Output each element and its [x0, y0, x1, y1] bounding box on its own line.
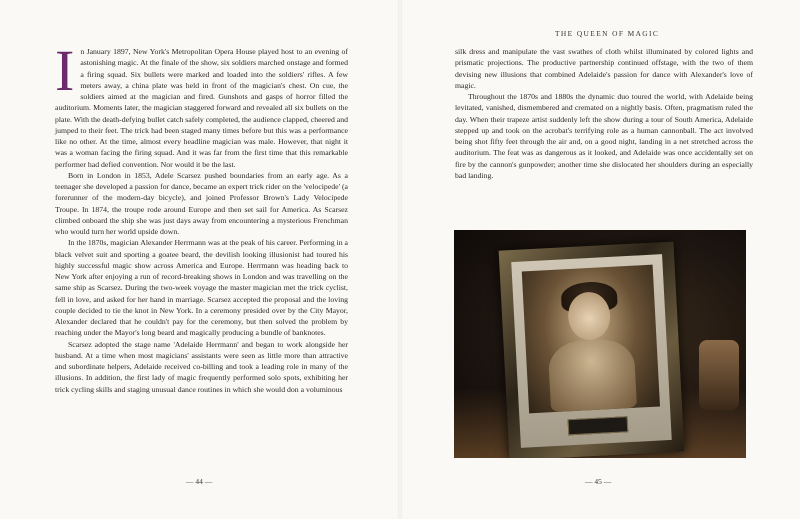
- name-plaque: [568, 416, 629, 435]
- paragraph: Scarsez adopted the stage name 'Adelaide Herrmann' and began to work alongside her husband. At a time when most magicians' assistants were seen as little more than attractive and subordinate helpers, Adelaide received co-billing and took a leading role in many of the illusions. In addition, the first lady of magic frequently performed solo spots, exhibiting her trick cycling skills and staging unusual dance routines in which she would don a voluminous: [55, 339, 348, 394]
- picture-frame: [499, 242, 685, 458]
- paragraph: silk dress and manipulate the vast swathes of cloth whilst illuminated by colored lights and prismatic projections. The productive partnership continued offstage, with the two of them devising new illusions that combined Adelaide's passion for dance with Alexander's love of magic.: [455, 47, 753, 90]
- paragraph: In January 1897, New York's Metropolitan Opera House played host to an evening of astonishing magic. At the finale of the show, six soldiers marched onstage and formed a firing squad. Six bullets were marked and loaded into the soldiers' rifles. A few meters away, a china plate was held in front of the magician's chest. On cue, the soldiers aimed at the magician and fired. Gunshots and gasps of horror filled the auditorium. Moments later, the magician staggered forward and revealed all six bullets on the plate. With the death-defying bullet catch safely completed, the audience clapped, cheered and jumped to their feet. The trick had been staged many times before but this was a performance like no other. At the time, almost every headline magician was male. However, that night it was a woman facing the firing squad. And it was far from the first time that this remarkable performer had defied convention. Nor would it be the last.: [55, 38, 348, 169]
- paragraph: In the 1870s, magician Alexander Herrmann was at the peak of his career. Performing in a black velvet suit and sporting a goatee beard, the devilish looking illusionist had toured his highly successful magic show across America and Europe. Herrmann was heading back to New York after enjoying a run of record-breaking shows in London and was travelling on the same ship as Scarsez. During the two-week voyage the master magician met the trick cyclist, fell in love, and asked for her hand in marriage. Scarsez accepted the proposal and the loving couple decided to tie the knot in New York. In a ceremony presided over by the City Mayor, Alexander declared that he couldn't pay for the ceremony, but then solved the problem by reaching under the Mayor's long beard and magically producing a bundle of banknotes.: [55, 238, 348, 338]
- portrait-image: [522, 265, 660, 414]
- left-text-column: [55, 38, 348, 395]
- page-number-right: — 45 —: [585, 477, 612, 486]
- running-head: THE QUEEN OF MAGIC: [555, 29, 660, 38]
- portrait-figure-body: [547, 338, 637, 412]
- right-text-column: [455, 46, 753, 181]
- framed-portrait-photo: [454, 230, 746, 458]
- side-object: [699, 340, 739, 410]
- page-number-left: — 44 —: [186, 477, 213, 486]
- paragraph: Born in London in 1853, Adele Scarsez pushed boundaries from an early age. As a teenager she developed a passion for dance, became an expert trick rider on the 'velocipede' (a forerunner of the modern-day bicycle), and joined Professor Brown's Lady Velocipede Troupe. In 1874, the troupe rode around Europe and then set sail for America. As Scarsez climbed onboard the ship she was just days away from encountering a mysterious Frenchman who would turn her world upside down.: [55, 170, 348, 236]
- drop-cap: I: [55, 38, 75, 103]
- paragraph: Throughout the 1870s and 1880s the dynamic duo toured the world, with Adelaide being levitated, vanished, dismembered and cremated on a nightly basis. Often, pragmatism ruled the day. When their trapeze artist suddenly left the show during a tour of South America, Adelaide stepped up and took on the acrobat's terrifying role as a human cannonball. The act involved being shot fifty feet through the air and, on a good night, landing in a net stretched across the auditorium. The feat was as dangerous as it looked, and Adelaide was once accidentally set on fire by the cannon's gunpowder; another time she dislocated her shoulders during an especially bad landing.: [455, 92, 753, 180]
- frame-mat: [511, 254, 672, 448]
